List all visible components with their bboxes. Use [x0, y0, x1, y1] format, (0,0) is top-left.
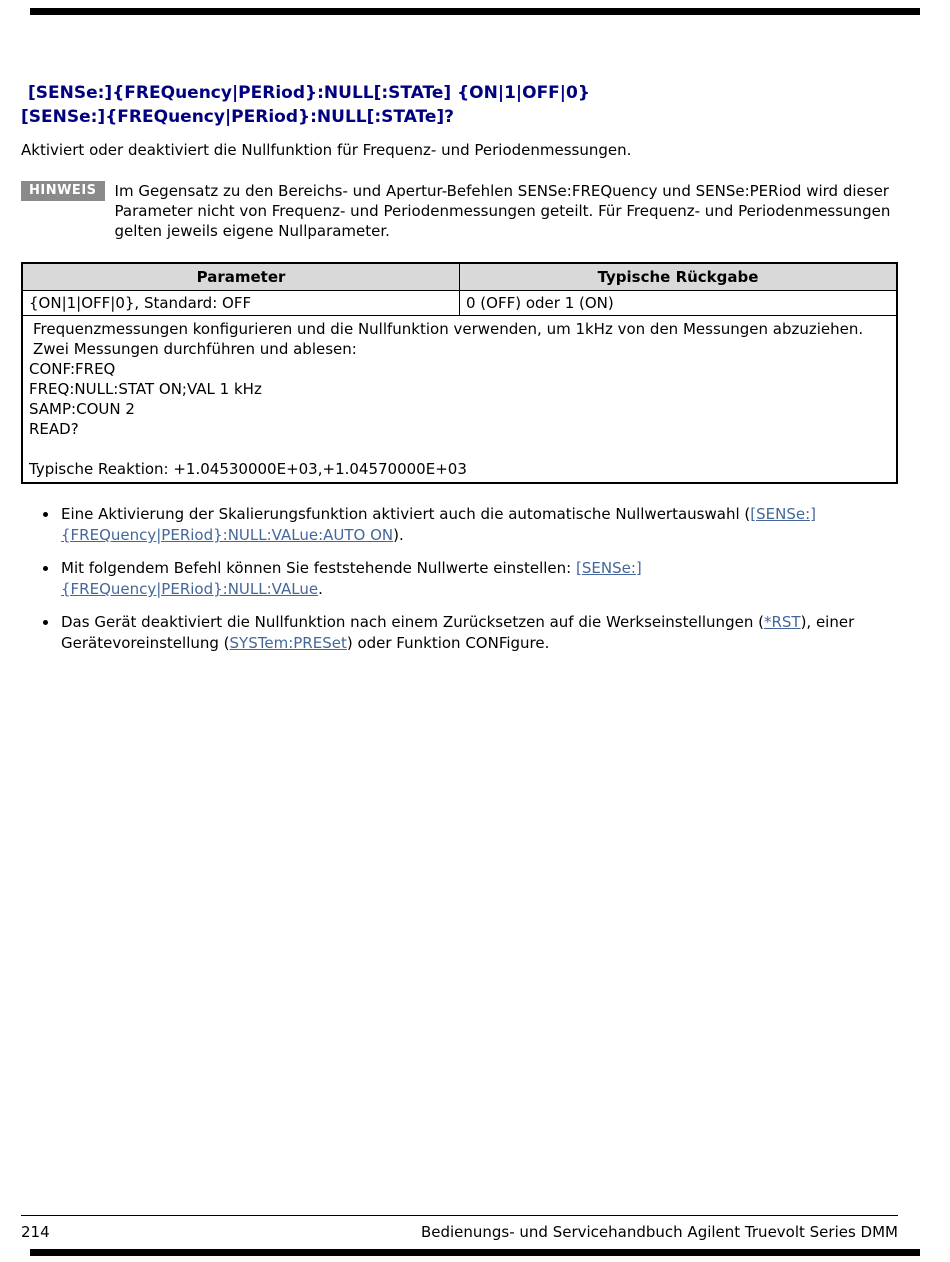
table-header-parameter: Parameter [22, 263, 460, 291]
table-row [22, 291, 897, 316]
example-command: FREQ:NULL:STAT ON;VAL 1 kHz [29, 380, 262, 398]
page-content [0, 81, 950, 654]
intro-paragraph: Aktiviert oder deaktiviert die Nullfunktion für Frequenz- und Periodenmessungen. [21, 141, 632, 159]
note-badge: HINWEIS [21, 181, 105, 201]
example-command: SAMP:COUN 2 [29, 400, 135, 418]
bullet-text: Mit folgendem Befehl können Sie feststehende Nullwerte einstellen: [61, 559, 576, 577]
link-rst[interactable]: *RST [763, 613, 801, 631]
bullet-text: ), einer Gerätevoreinstellung ( [61, 613, 855, 652]
bullet-text: Das Gerät deaktiviert die Nullfunktion nach einem Zurücksetzen auf die Werkseinstellungen ( [61, 613, 764, 631]
footer-rule [21, 1215, 898, 1216]
list-item [59, 558, 898, 600]
page-footer [0, 1215, 950, 1256]
parameter-value-cell: {ON|1|OFF|0}, Standard: OFF [22, 291, 460, 316]
page-title [21, 81, 898, 129]
example-cell [22, 316, 897, 484]
remarks-list [21, 504, 898, 654]
link-null-value[interactable]: [SENSe:]{FREQuency|PERiod}:NULL:VALue [61, 559, 642, 598]
note-block [21, 181, 898, 241]
example-description: Frequenzmessungen konfigurieren und die Nullfunktion verwenden, um 1kHz von den Messungen abzuziehen. Zwei Messungen durchführen und ablesen: [33, 320, 864, 358]
list-item [59, 504, 898, 546]
command-syntax-line1: [SENSe:]{FREQuency|PERiod}:NULL[:STATe] {ON|1|OFF|0} [28, 83, 590, 103]
command-syntax-line2: [SENSe:]{FREQuency|PERiod}:NULL[:STATe]? [21, 107, 455, 127]
bottom-rule [30, 1249, 920, 1256]
note-text: Im Gegensatz zu den Bereichs- und Apertur-Befehlen SENSe:FREQuency und SENSe:PERiod wird dieser Parameter nicht von Frequenz- und Periodenmessungen geteilt. Für Frequenz- und Periodenmessungen gelten jeweils eigene Nullparameter. [114, 182, 891, 240]
top-rule [30, 8, 920, 15]
footer-row [21, 1223, 898, 1241]
example-command: CONF:FREQ [29, 360, 116, 378]
bullet-text: . [318, 580, 323, 598]
table-example-row [22, 316, 897, 484]
page-number: 214 [21, 1223, 50, 1241]
return-value-cell: 0 (OFF) oder 1 (ON) [460, 291, 898, 316]
example-command: READ? [29, 420, 79, 438]
parameter-table [21, 262, 898, 484]
table-header-return: Typische Rückgabe [460, 263, 898, 291]
bullet-text: ) oder Funktion CONFigure. [346, 634, 550, 652]
list-item [59, 612, 898, 654]
link-null-value-auto[interactable]: [SENSe:]{FREQuency|PERiod}:NULL:VALue:AUTO ON [61, 505, 816, 544]
bullet-text: ). [393, 526, 404, 544]
bullet-text: Eine Aktivierung der Skalierungsfunktion aktiviert auch die automatische Nullwertauswahl ( [61, 505, 751, 523]
link-system-preset[interactable]: SYSTem:PRESet [229, 634, 347, 652]
example-response: Typische Reaktion: +1.04530000E+03,+1.04570000E+03 [29, 460, 467, 478]
example-blank-line [29, 439, 890, 459]
manual-title: Bedienungs- und Servicehandbuch Agilent Truevolt Series DMM [420, 1223, 898, 1241]
table-header-row [22, 263, 897, 291]
